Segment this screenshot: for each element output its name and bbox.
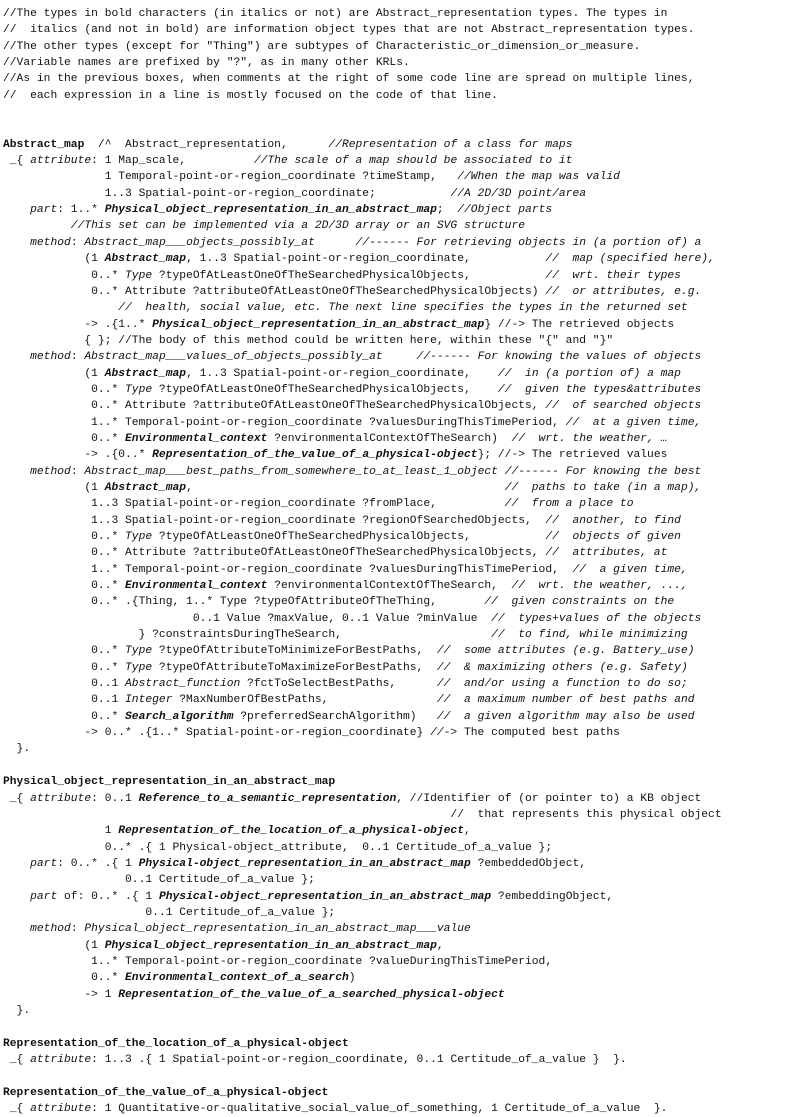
italic-text: //The scale of a map should be associated to it [253, 155, 573, 168]
code-text: -> 0..* .{1..* Spatial-point-or-region_coordinate} [3, 727, 431, 740]
code-line [3, 807, 804, 823]
code-text: //As in the previous boxes, when comments at the right of some code line are spread on multiple lines, [3, 73, 695, 86]
code-text: /^ Abstract_representation, [84, 138, 329, 151]
code-line [3, 562, 804, 578]
code-text: 0..* Attribute ?attributeOfAtLeastOneOfTheSearchedPhysicalObjects, [3, 400, 546, 413]
code-text: , [464, 825, 471, 838]
code-text: 0..* [3, 580, 126, 593]
code-line [3, 235, 804, 251]
code-line [3, 104, 804, 120]
code-line [3, 709, 804, 725]
code-text: 1..3 Spatial-point-or-region_coordinate ?fromPlace, [3, 498, 505, 511]
italic-text: Physical_object_representation_in_an_abstract_map___value [84, 923, 471, 936]
abstract-type-bold-italic: Abstract_map [104, 367, 187, 380]
abstract-type-bold-italic: Abstract_map [104, 253, 187, 266]
code-text: 1..3 Spatial-point-or-region_coordinate ?regionOfSearchedObjects, [3, 514, 546, 527]
italic-text: Abstract_function [125, 678, 241, 691]
code-text: { }; //The body of this method could be written here, within these "{" and "}" [3, 334, 614, 347]
code-line [3, 513, 804, 529]
code-text: ) [348, 972, 356, 985]
code-line [3, 317, 804, 333]
code-line [3, 202, 804, 218]
code-text: -> 1 [3, 988, 119, 1001]
code-text: ; [436, 204, 458, 217]
code-line [3, 480, 804, 496]
abstract-type-bold-italic: Search_algorithm [125, 710, 234, 723]
italic-text: // of searched objects [545, 400, 702, 413]
code-line [3, 660, 804, 676]
code-text: ?typeOfAttributeToMaximizeForBestPaths, [152, 661, 437, 674]
italic-text: // paths to take (in a map), [504, 481, 702, 494]
code-text: _{ [3, 155, 31, 168]
code-line [3, 300, 804, 316]
code-line [3, 349, 804, 365]
italic-text: Type [125, 531, 153, 543]
code-text: ?typeOfAtLeastOneOfTheSearchedPhysicalObjects, [152, 269, 546, 282]
abstract-type-bold-italic: Abstract_map [104, 481, 187, 494]
code-text: ?environmentalContextOfTheSearch) [267, 432, 512, 445]
code-line [3, 529, 804, 545]
abstract-type-bold-italic: Reference_to_a_semantic_representation [138, 792, 397, 805]
code-line [3, 120, 804, 136]
code-text: ?environmentalContextOfTheSearch, [267, 580, 512, 593]
code-line [3, 987, 804, 1003]
italic-text: attribute [30, 792, 92, 805]
italic-text: // and/or using a function to do so; [436, 678, 688, 691]
italic-text: part [30, 204, 58, 217]
abstract-type-bold-italic: Representation_of_the_location_of_a_physical-object [118, 825, 464, 838]
code-text: 1 Temporal-point-or-region_coordinate ?timeStamp, [3, 171, 458, 184]
italic-text: // a maximum number of best paths and [436, 694, 695, 707]
code-text: : [70, 465, 85, 478]
italic-text: Type [125, 645, 153, 658]
code-text [3, 237, 30, 249]
italic-text: //Representation of a class for maps [328, 138, 573, 151]
code-text: : 1..* [57, 204, 105, 217]
abstract-type-bold-italic: Physical-object_representation_in_an_abstract_map [158, 890, 492, 903]
code-text [3, 923, 30, 935]
italic-text: part [30, 890, 58, 903]
code-text: ?MaxNumberOfBestPaths, [172, 694, 437, 707]
code-text: 0..* [3, 661, 126, 674]
code-text: , 1..3 Spatial-point-or-region_coordinate, [186, 253, 546, 266]
code-text: 1..* Temporal-point-or-region_coordinate ?valueDuringThisTimePeriod, [3, 955, 553, 968]
code-text: } //-> The retrieved objects [484, 318, 675, 331]
italic-text: // health, social value, etc. The next line specifies the types in the returned set [3, 302, 688, 315]
code-line [3, 791, 804, 807]
italic-text: Abstract_map___values_of_objects_possibly_at //------ For knowing the values of objects [84, 351, 702, 364]
code-text: 1 [3, 825, 119, 838]
code-line [3, 692, 804, 708]
code-text [3, 858, 30, 870]
code-text: 1..* Temporal-point-or-region_coordinate ?valuesDuringThisTimePeriod, [3, 416, 566, 429]
code-text: The computed best paths [457, 727, 620, 740]
code-text: : [70, 923, 85, 936]
code-line [3, 398, 804, 414]
code-text: , //Identifier of (or pointer to) a KB object [396, 792, 702, 805]
code-line [3, 284, 804, 300]
code-text: _{ [3, 1103, 31, 1116]
code-line [3, 333, 804, 349]
italic-text: attribute [30, 155, 92, 168]
code-text [3, 891, 30, 903]
code-line [3, 774, 804, 790]
code-line [3, 169, 804, 185]
code-text: : [70, 236, 85, 249]
code-text [3, 466, 30, 478]
italic-text: //This set can be implemented via a 2D/3D array or an SVG structure [3, 220, 526, 233]
abstract-type-bold-italic: Representation_of_the_value_of_a_searched_physical-object [118, 988, 505, 1001]
code-text [3, 351, 30, 363]
code-text: 0..1 [3, 694, 126, 707]
code-text: : 1..3 .{ 1 Spatial-point-or-region_coordinate, 0..1 Certitude_of_a_value } }. [91, 1054, 627, 1066]
code-text: }. [3, 743, 31, 756]
italic-text: method [30, 236, 71, 249]
code-line [3, 382, 804, 398]
type-name-bold: Physical_object_representation_in_an_abstract_map [3, 776, 336, 789]
abstract-type-bold-italic: Physical_object_representation_in_an_abstract_map [104, 204, 437, 217]
code-text [3, 204, 30, 216]
italic-text: //A 2D/3D point/area [450, 187, 587, 200]
italic-text: Abstract_map___best_paths_from_somewhere_to_at_least_1_object //------ For knowing the best [84, 465, 702, 478]
code-text: , [186, 481, 505, 494]
code-line [3, 823, 804, 839]
italic-text: // types+values of the objects [491, 612, 702, 625]
code-line [3, 415, 804, 431]
italic-text: attribute [30, 1103, 92, 1116]
code-text: 0..* [3, 645, 126, 658]
code-line [3, 1003, 804, 1019]
code-line [3, 725, 804, 741]
code-line [3, 741, 804, 757]
code-text: 0..1 Certitude_of_a_value }; [3, 874, 315, 887]
abstract-type-bold-italic: Environmental_context [125, 432, 268, 445]
code-line [3, 758, 804, 774]
code-text: 0..1 Certitude_of_a_value }; [3, 906, 336, 919]
italic-text: Integer [125, 694, 173, 707]
code-text: // that represents this physical object [3, 808, 722, 821]
italic-text: // given constraints on the [484, 596, 675, 609]
abstract-type-bold-italic: Physical_object_representation_in_an_abstract_map [104, 939, 437, 952]
code-text: 1..* Temporal-point-or-region_coordinate ?valuesDuringThisTimePeriod, [3, 563, 573, 576]
code-text: 0..1 Value ?maxValue, 0..1 Value ?minValue [3, 612, 492, 625]
code-line [3, 251, 804, 267]
abstract-type-bold-italic: Environmental_context [125, 580, 268, 593]
code-text: // italics (and not in bold) are information object types that are not Abstract_representation types. [3, 24, 695, 37]
italic-text: // wrt. the weather, ..., [511, 580, 688, 593]
code-text: //The types in bold characters (in italics or not) are Abstract_representation types. The types in [3, 8, 668, 20]
code-line [3, 840, 804, 856]
code-line [3, 268, 804, 284]
code-line [3, 137, 804, 153]
code-line [3, 921, 804, 937]
code-line [3, 970, 804, 986]
italic-text: // from a place to [504, 498, 634, 511]
code-text: // each expression in a line is mostly focused on the code of that line. [3, 89, 498, 102]
code-line [3, 153, 804, 169]
code-text: 0..* .{Thing, 1..* Type ?typeOfAttributeOfTheThing, [3, 596, 485, 609]
italic-text: // or attributes, e.g. [545, 285, 702, 298]
code-line [3, 1068, 804, 1084]
italic-text: // map (specified here), [545, 253, 715, 266]
italic-text: // attributes, at [545, 547, 668, 560]
code-text: 0..* [3, 972, 126, 985]
code-line [3, 447, 804, 463]
code-line [3, 1052, 804, 1068]
abstract-type-bold-italic: Environmental_context_of_a_search [125, 972, 349, 985]
code-line [3, 431, 804, 447]
code-text: -> .{0..* [3, 449, 153, 462]
type-name-bold: Representation_of_the_location_of_a_physical-object [3, 1037, 349, 1050]
code-text: 0..* [3, 383, 126, 396]
code-text: 0..* Attribute ?attributeOfAtLeastOneOfTheSearchedPhysicalObjects) [3, 285, 546, 298]
code-line [3, 71, 804, 87]
code-line [3, 1036, 804, 1052]
code-text: 0..* [3, 710, 126, 723]
code-text: (1 [3, 481, 105, 494]
abstract-type-bold-italic: Representation_of_the_value_of_a_physical-object [152, 449, 478, 462]
code-text: } ?constraintsDuringTheSearch, [3, 629, 492, 642]
code-line [3, 856, 804, 872]
italic-text: method [30, 351, 71, 364]
code-text: ?typeOfAtLeastOneOfTheSearchedPhysicalObjects, [152, 383, 498, 396]
code-text: ?typeOfAtLeastOneOfTheSearchedPhysicalObjects, [152, 531, 546, 543]
code-line [3, 594, 804, 610]
code-text: _{ [3, 792, 31, 805]
code-text: : 1 Map_scale, [91, 155, 254, 168]
abstract-type-bold-italic: Physical_object_representation_in_an_abstract_map [152, 318, 485, 331]
code-text: , [436, 939, 444, 952]
code-text: 0..* [3, 531, 126, 543]
code-text: : 0..1 [91, 792, 139, 805]
code-line [3, 464, 804, 480]
code-line [3, 1101, 804, 1117]
italic-text: attribute [30, 1054, 92, 1066]
italic-text: // given the types&attributes [497, 383, 702, 396]
italic-text: // in (a portion of) a map [497, 367, 681, 380]
code-text: : 0..* .{ 1 [57, 857, 139, 870]
code-text: (1 [3, 367, 105, 380]
code-text: _{ [3, 1054, 31, 1066]
code-line [3, 643, 804, 659]
italic-text: // wrt. the weather, … [511, 432, 668, 445]
italic-text: method [30, 465, 71, 478]
italic-text: // a given algorithm may also be used [436, 710, 695, 723]
abstract-type-bold-italic: Physical-object_representation_in_an_abstract_map [138, 857, 471, 870]
code-text: ?preferredSearchAlgorithm) [233, 710, 437, 723]
code-text: 0..* [3, 269, 126, 282]
type-name-bold: Abstract_map [3, 138, 85, 151]
italic-text: part [30, 857, 58, 870]
code-line [3, 889, 804, 905]
italic-text: //-> [430, 727, 458, 740]
code-line [3, 938, 804, 954]
italic-text: Type [125, 661, 153, 674]
italic-text: Abstract_map___objects_possibly_at //------ For retrieving objects in (a portion of) a [84, 236, 702, 249]
italic-text: // another, to find [545, 514, 681, 527]
code-text: -> .{1..* [3, 318, 153, 331]
code-line [3, 6, 804, 22]
code-line [3, 545, 804, 561]
code-text: : [70, 351, 85, 364]
code-text: }; //-> The retrieved values [477, 449, 668, 462]
code-text: ?typeOfAttributeToMinimizeForBestPaths, [152, 645, 437, 658]
italic-text: //When the map was valid [457, 171, 620, 184]
code-text: //The other types (except for "Thing") are subtypes of Characteristic_or_dimension_or_measure. [3, 40, 641, 53]
italic-text: // to find, while minimizing [491, 629, 688, 642]
italic-text: //Object parts [457, 204, 553, 217]
code-text: : 1 Quantitative-or-qualitative_social_value_of_something, 1 Certitude_of_a_value }. [91, 1103, 668, 1116]
italic-text: // & maximizing others (e.g. Safety) [436, 661, 688, 674]
italic-text: Type [125, 269, 153, 282]
italic-text: Type [125, 383, 153, 396]
code-line [3, 496, 804, 512]
code-text: ?fctToSelectBestPaths, [240, 678, 437, 691]
code-text: }. [3, 1004, 31, 1017]
italic-text: method [30, 923, 71, 936]
code-line [3, 39, 804, 55]
code-text: 1..3 Spatial-point-or-region_coordinate; [3, 187, 451, 200]
code-line [3, 55, 804, 71]
type-name-bold: Representation_of_the_value_of_a_physical-object [3, 1086, 329, 1099]
code-text: 0..* [3, 432, 126, 445]
code-line [3, 22, 804, 38]
code-line [3, 676, 804, 692]
code-text: 0..* .{ 1 Physical-object_attribute, 0..1 Certitude_of_a_value }; [3, 841, 553, 854]
code-line [3, 627, 804, 643]
code-line [3, 366, 804, 382]
code-line [3, 905, 804, 921]
italic-text: // some attributes (e.g. Battery_use) [436, 645, 695, 658]
code-text: (1 [3, 253, 105, 266]
italic-text: // a given time, [572, 563, 688, 576]
code-text: 0..1 [3, 678, 126, 691]
code-text: of: 0..* .{ 1 [57, 890, 159, 903]
code-line [3, 611, 804, 627]
code-text: (1 [3, 939, 105, 952]
code-text: 0..* Attribute ?attributeOfAtLeastOneOfTheSearchedPhysicalObjects, [3, 547, 546, 560]
code-text: , 1..3 Spatial-point-or-region_coordinate, [186, 367, 498, 380]
code-line [3, 954, 804, 970]
code-line [3, 88, 804, 104]
code-text: ?embeddingObject, [491, 890, 614, 903]
italic-text: // at a given time, [565, 416, 702, 429]
code-line [3, 578, 804, 594]
code-line [3, 186, 804, 202]
code-line [3, 1019, 804, 1035]
code-line [3, 872, 804, 888]
code-line [3, 218, 804, 234]
code-text: //Variable names are prefixed by "?", as in many other KRLs. [3, 57, 410, 70]
code-text: ?embeddedObject, [470, 857, 587, 870]
italic-text: // wrt. their types [545, 269, 681, 282]
italic-text: // objects of given [545, 531, 681, 543]
